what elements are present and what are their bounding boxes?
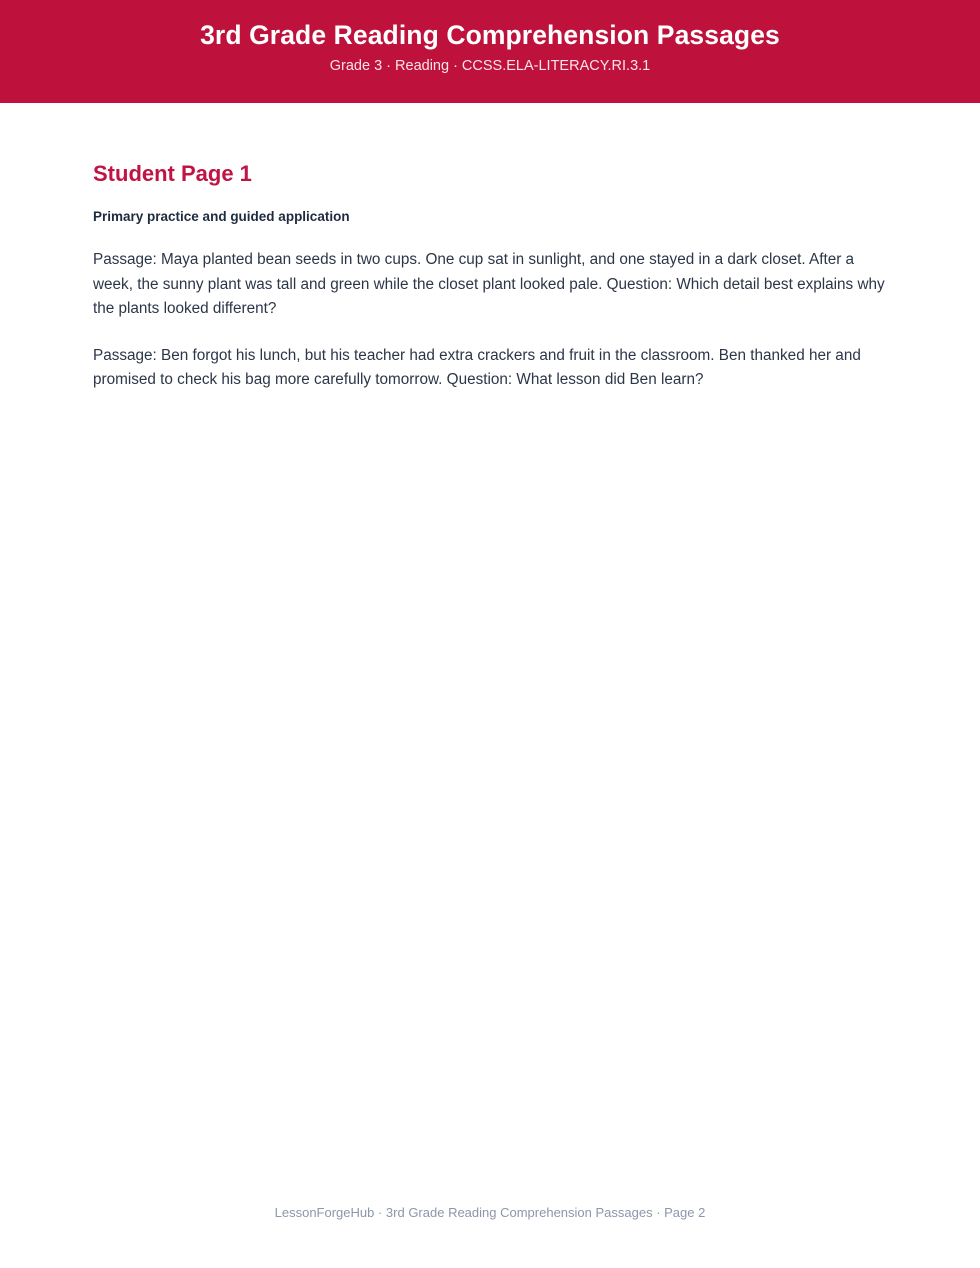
section-heading: Student Page 1	[93, 161, 252, 186]
page-title: 3rd Grade Reading Comprehension Passages	[200, 20, 780, 50]
passage-paragraph: Passage: Maya planted bean seeds in two cups. One cup sat in sunlight, and one stayed in a dark closet. After a week, the sunny plant was tall and green while the closet plant looked pale. Question: Which detail best explains why the plants looked different?	[93, 251, 885, 317]
passage-list	[93, 248, 886, 393]
passage-paragraph: Passage: Ben forgot his lunch, but his teacher had extra crackers and fruit in the classroom. Ben thanked her and promised to check his bag more carefully tomorrow. Question: What lesson did Ben learn?	[93, 346, 861, 388]
section-subheading: Primary practice and guided application	[93, 209, 350, 224]
footer-text: LessonForgeHub · 3rd Grade Reading Comprehension Passages · Page 2	[274, 1205, 706, 1220]
page-subtitle: Grade 3 · Reading · CCSS.ELA-LITERACY.RI.3.1	[329, 58, 651, 74]
document-footer	[0, 1204, 980, 1268]
document-header	[0, 0, 980, 103]
document-content	[0, 103, 980, 1204]
